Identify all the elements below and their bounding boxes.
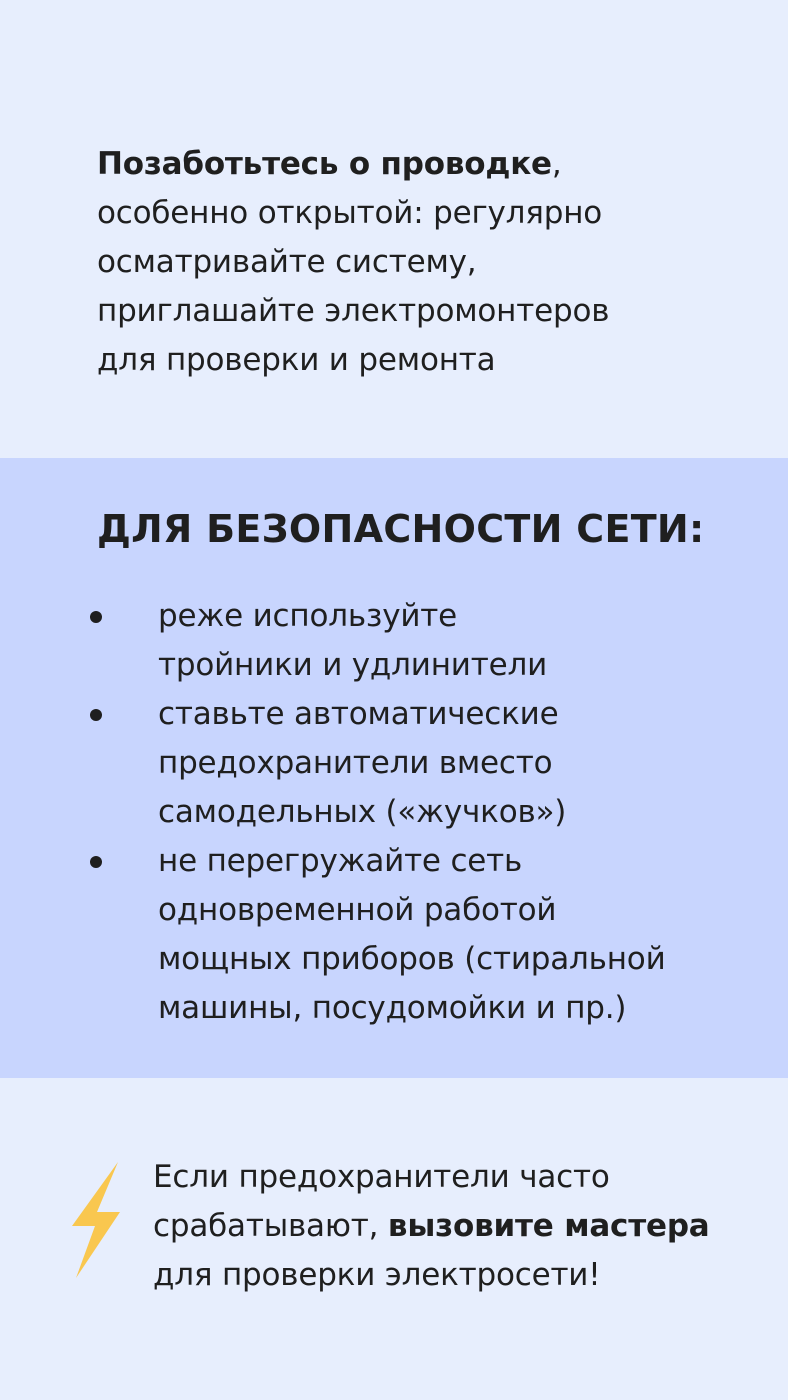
list-item-line: машины, посудомойки и пр.) <box>158 990 627 1026</box>
intro-line: осматривайте систему, <box>97 244 477 280</box>
list-item <box>0 837 758 1033</box>
list-item-line: реже используйте <box>158 598 458 634</box>
intro-comma: , <box>551 146 562 182</box>
list-item <box>0 592 758 690</box>
bullet-icon <box>90 856 102 868</box>
list-item-line: одновременной работой <box>158 892 557 928</box>
intro-paragraph <box>97 140 757 385</box>
list-item-line: самодельных («жучков») <box>158 794 567 830</box>
note-line: Если предохранители часто <box>153 1159 610 1195</box>
note-line: для проверки электросети! <box>153 1257 601 1293</box>
list-item-line: не перегружайте сеть <box>158 843 523 879</box>
safety-list <box>0 592 788 1033</box>
note-paragraph <box>153 1153 763 1300</box>
note-line: срабатывают, <box>153 1208 388 1244</box>
safety-heading: ДЛЯ БЕЗОПАСНОСТИ СЕТИ: <box>97 507 705 551</box>
bullet-icon <box>90 611 102 623</box>
list-item-line: тройники и удлинители <box>158 647 548 683</box>
list-item <box>0 690 758 837</box>
lightning-bolt-icon <box>68 1160 122 1280</box>
note-bold-call: вызовите мастера <box>387 1208 710 1244</box>
bullet-icon <box>90 709 102 721</box>
intro-line: особенно открытой: регулярно <box>97 195 603 231</box>
list-item-line: предохранители вместо <box>158 745 553 781</box>
list-item-line: мощных приборов (стиральной <box>158 941 666 977</box>
intro-bold-lead: Позаботьтесь о проводке <box>97 146 552 182</box>
intro-line: приглашайте электромонтеров <box>97 293 610 329</box>
intro-line: для проверки и ремонта <box>97 342 496 378</box>
lightning-bolt-shape <box>72 1162 120 1278</box>
list-item-line: ставьте автоматические <box>158 696 559 732</box>
